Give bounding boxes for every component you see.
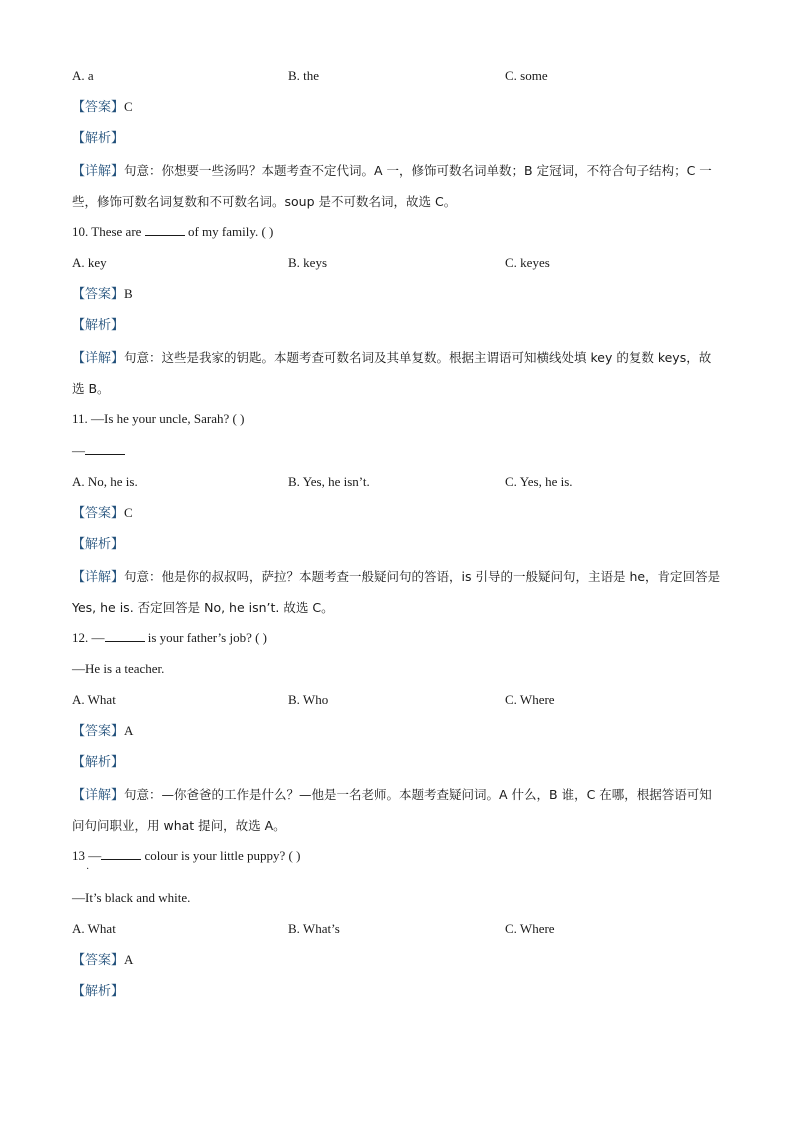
q12-question [72,629,267,647]
q11-option-b: B. Yes, he isn’t. [288,474,370,489]
answer-label: 【答案】 [72,99,125,114]
analysis-label: 【解析】 [72,130,125,145]
detail-label: 【详解】 [72,163,125,178]
q10-answer [72,285,133,303]
q12-option-a: A. What [72,692,116,707]
q10-question [72,223,273,241]
detail-text: 句意：—你爸爸的工作是什么？—他是一名老师。本题考查疑问词。A 什么，B 谁，C 在哪，根据答语可知问句问职业，用 what 提问，故选 A。 [72,787,712,833]
q12-response: —He is a teacher. [72,661,165,676]
answer-blank [101,847,141,860]
detail-label: 【详解】 [72,569,125,584]
analysis-label: 【解析】 [72,536,125,551]
q12-answer [72,722,133,740]
dash: — [72,443,85,458]
q11-option-c: C. Yes, he is. [505,474,573,489]
question-text: 12. — [72,630,105,645]
detail-label: 【详解】 [72,787,125,802]
q13-analysis-label [72,982,124,1000]
q9-option-a: A. a [72,68,94,83]
q12-option-c: C. Where [505,692,555,707]
q13-response: —It’s black and white. [72,890,191,905]
q13-question [72,847,300,865]
detail-label: 【详解】 [72,350,125,365]
answer-value: A [124,723,134,738]
q11-analysis-label [72,535,124,553]
answer-blank [105,629,145,642]
q9-option-c: C. some [505,68,548,83]
q11-question: 11. —Is he your uncle, Sarah? ( ) [72,411,245,426]
q13-option-a: A. What [72,921,116,936]
detail-text: 句意：他是你的叔叔吗，萨拉？本题考查一般疑问句的答语，is 引导的一般疑问句，主语是 he，肯定回答是 Yes, he is. 否定回答是 No, he isn’t. 故选 C。 [72,569,721,615]
q11-response-line [72,442,125,460]
q12-analysis-label [72,753,124,771]
detail-text: 句意：你想要一些汤吗？本题考查不定代词。A 一，修饰可数名词单数；B 定冠词，不符合句子结构；C 一些，修饰可数名词复数和不可数名词。soup 是不可数名词，故选 C。 [72,163,712,209]
q13-option-c: C. Where [505,921,555,936]
answer-value: C [124,505,133,520]
question-text: 13 — [72,848,102,863]
answer-value: C [124,99,133,114]
analysis-label: 【解析】 [72,754,125,769]
answer-label: 【答案】 [72,286,125,301]
detail-text: 句意：这些是我家的钥匙。本题考查可数名词及其单复数。根据主谓语可知横线处填 key 的复数 keys，故选 B。 [72,350,712,396]
answer-value: B [124,286,133,301]
question-text: is your father’s job? ( ) [144,630,268,645]
q9-detail [72,155,722,217]
q11-detail [72,561,722,623]
question-text: 10. These are [72,224,145,239]
answer-value: A [124,952,134,967]
answer-label: 【答案】 [72,723,125,738]
question-text: colour is your little puppy? ( ) [141,848,301,863]
q10-option-b: B. keys [288,255,327,270]
q10-option-a: A. key [72,255,107,270]
q13-option-b: B. What’s [288,921,340,936]
q11-answer [72,504,133,522]
q9-option-b: B. the [288,68,320,83]
q12-detail [72,779,722,841]
q13-answer [72,951,133,969]
q10-analysis-label [72,316,124,334]
answer-label: 【答案】 [72,505,125,520]
q9-analysis-label [72,129,124,147]
answer-blank [145,223,185,236]
analysis-label: 【解析】 [72,983,125,998]
q10-detail [72,342,722,404]
q10-option-c: C. keyes [505,255,550,270]
q9-answer [72,98,133,116]
q11-option-a: A. No, he is. [72,474,138,489]
stray-dot: · [86,864,90,875]
analysis-label: 【解析】 [72,317,125,332]
answer-label: 【答案】 [72,952,125,967]
q12-option-b: B. Who [288,692,329,707]
question-text: of my family. ( ) [184,224,274,239]
answer-blank [85,442,125,455]
